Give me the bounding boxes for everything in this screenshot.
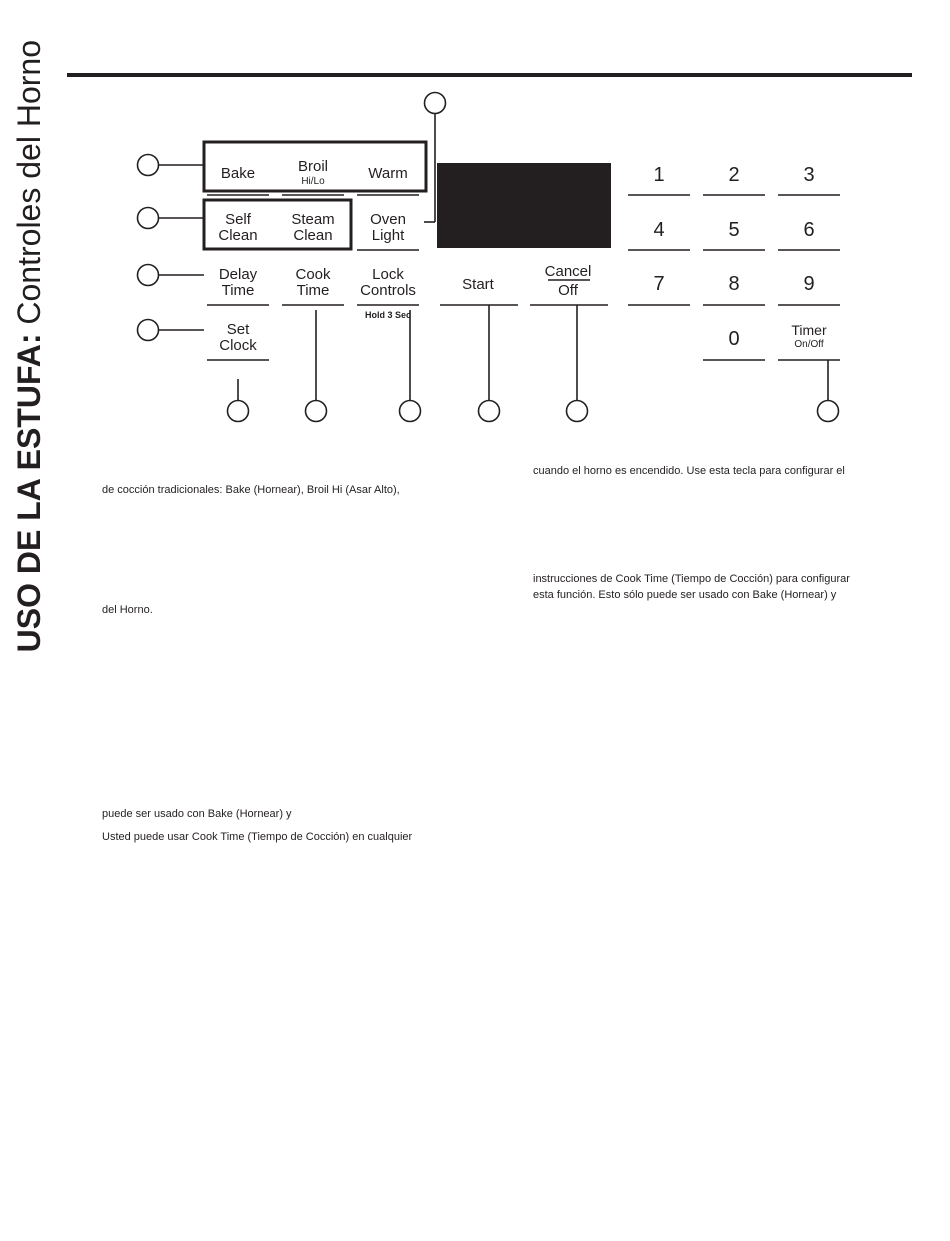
cook-time-key — [281, 267, 345, 299]
cancel-key — [536, 264, 600, 280]
timer-label: Timer — [791, 322, 827, 338]
callout-circle-3 — [138, 265, 159, 286]
callout-circle-top — [425, 93, 446, 114]
broil-sub-label: Hi/Lo — [301, 176, 325, 187]
set-clock-key — [206, 322, 270, 354]
callout-circle-cancel — [567, 401, 588, 422]
broil-key — [281, 159, 345, 189]
key-0: 0 — [728, 328, 740, 350]
key-8: 8 — [728, 273, 740, 295]
steam-clean-key — [281, 212, 345, 244]
lock-hold-label: Hold 3 Sec — [364, 310, 411, 320]
lock-controls-label-2: Controls — [360, 282, 416, 299]
callout-circle-lock — [400, 401, 421, 422]
text-left-1: de cocción tradicionales: Bake (Hornear), Broil Hi (Asar Alto), — [102, 484, 400, 496]
oven-light-key — [356, 212, 420, 244]
steam-clean-label-1: Steam — [291, 211, 335, 228]
key-7: 7 — [653, 273, 665, 295]
key-1: 1 — [653, 164, 665, 186]
callout-circle-2 — [138, 208, 159, 229]
bake-label: Bake — [220, 165, 256, 182]
text-right-2a: instrucciones de Cook Time (Tiempo de Cocción) para configurar — [533, 573, 850, 585]
callout-circle-1 — [138, 155, 159, 176]
lock-controls-key — [352, 267, 424, 321]
start-key — [446, 277, 510, 293]
text-right-2b: esta función. Esto sólo puede ser usado con Bake (Hornear) y — [533, 589, 837, 601]
callout-circle-start — [479, 401, 500, 422]
delay-time-key — [206, 267, 270, 299]
bake-key — [206, 166, 270, 182]
start-label: Start — [462, 276, 494, 293]
cancel-label: Cancel — [544, 263, 592, 280]
timer-sub-label: On/Off — [794, 339, 824, 350]
key-9: 9 — [803, 273, 815, 295]
self-clean-key — [206, 212, 270, 244]
key-2: 2 — [728, 164, 740, 186]
text-left-4: Usted puede usar Cook Time (Tiempo de Cocción) en cualquier — [102, 831, 413, 843]
set-clock-label-1: Set — [226, 321, 250, 338]
side-title-bold: USO DE LA ESTUFA: — [11, 333, 47, 653]
text-left-3: puede ser usado con Bake (Hornear) y — [102, 808, 292, 820]
self-clean-label-2: Clean — [218, 227, 258, 244]
off-label: Off — [558, 282, 578, 299]
self-clean-label-1: Self — [225, 211, 251, 228]
steam-clean-label-2: Clean — [293, 227, 333, 244]
key-6: 6 — [803, 219, 815, 241]
key-4: 4 — [653, 219, 665, 241]
cook-time-label-2: Time — [296, 282, 330, 299]
timer-key — [778, 323, 840, 352]
delay-time-label-1: Delay — [218, 266, 258, 283]
warm-label: Warm — [368, 165, 408, 182]
callout-circle-cook-time — [306, 401, 327, 422]
lock-controls-label-1: Lock — [372, 266, 404, 283]
callout-circle-4 — [138, 320, 159, 341]
off-key — [536, 283, 600, 299]
callout-circle-set-clock — [228, 401, 249, 422]
callout-circle-timer — [818, 401, 839, 422]
broil-label: Broil — [297, 158, 328, 175]
oven-display — [437, 163, 611, 248]
text-left-2: del Horno. — [102, 604, 153, 616]
oven-light-label-2: Light — [371, 227, 405, 244]
cook-time-label-1: Cook — [295, 266, 331, 283]
key-5: 5 — [728, 219, 740, 241]
side-title-normal: Controles del Horno — [11, 40, 47, 334]
oven-light-label-1: Oven — [370, 211, 406, 228]
text-right-1: cuando el horno es encendido. Use esta tecla para configurar el — [533, 465, 845, 477]
key-3: 3 — [803, 164, 815, 186]
control-panel-diagram — [0, 0, 950, 440]
set-clock-label-2: Clock — [219, 337, 257, 354]
delay-time-label-2: Time — [221, 282, 255, 299]
warm-key — [356, 166, 420, 182]
